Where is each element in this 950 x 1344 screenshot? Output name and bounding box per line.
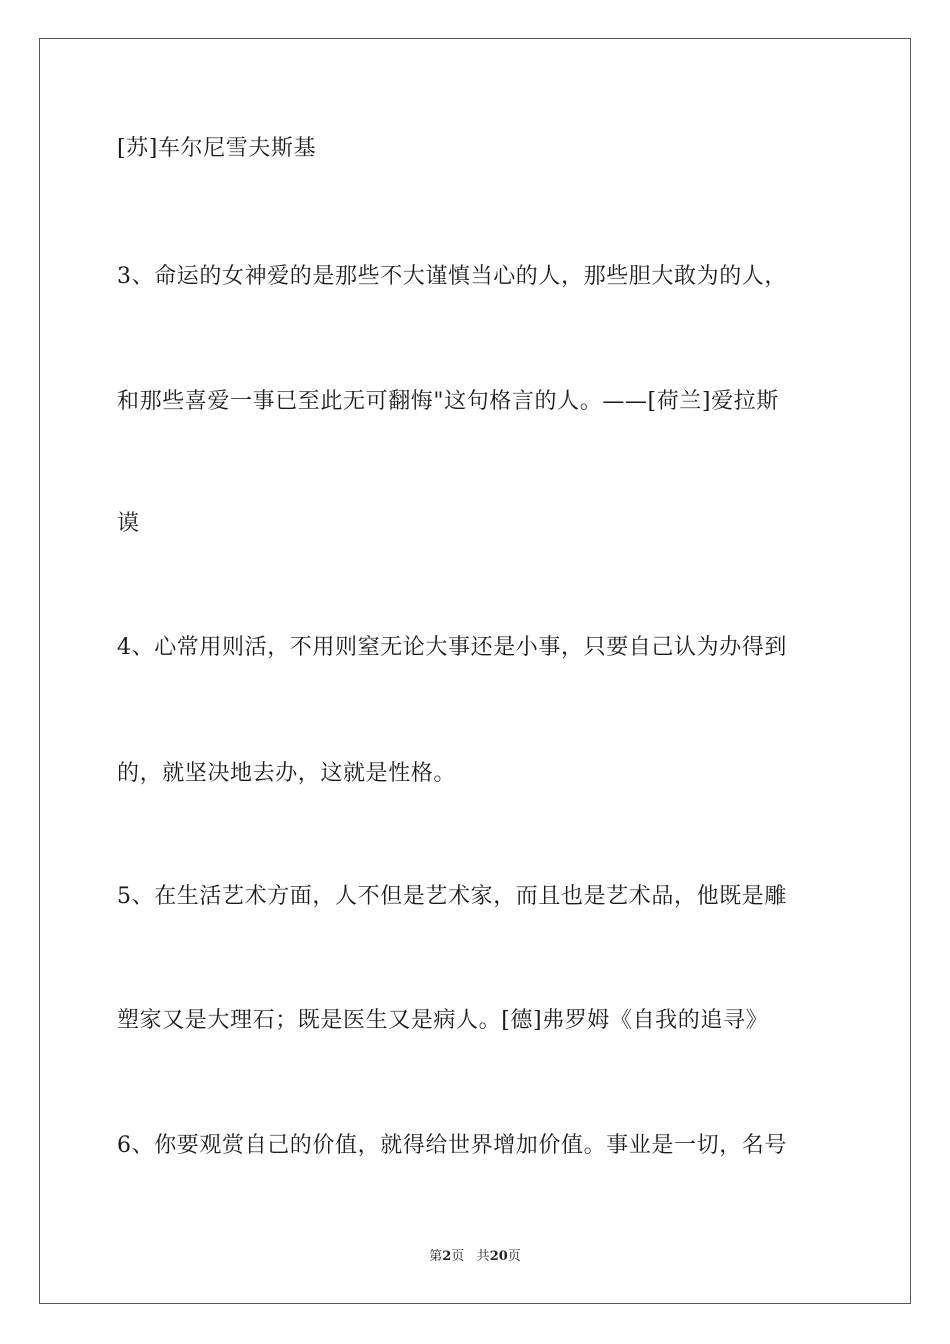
footer-total-prefix: 共	[476, 1249, 490, 1264]
text-line-2: 3、命运的女神爱的是那些不大谨慎当心的人，那些胆大敢为的人，	[117, 264, 787, 289]
text-line-8: 塑家又是大理石；既是医生又是病人。[德]弗罗姆《自我的追寻》	[117, 1008, 769, 1033]
footer-page-number: 2	[442, 1249, 452, 1264]
footer-page-suffix: 页	[451, 1249, 465, 1264]
text-line-5: 4、心常用则活，不用则窒无论大事还是小事，只要自己认为办得到	[117, 635, 787, 660]
text-line-3: 和那些喜爱一事已至此无可翻悔"这句格言的人。——[荷兰]爱拉斯	[117, 389, 779, 414]
text-line-9: 6、你要观赏自己的价值，就得给世界增加价值。事业是一切，名号	[117, 1133, 787, 1158]
page-footer	[0, 1248, 950, 1266]
text-line-4: 谟	[117, 511, 140, 536]
footer-total-suffix: 页	[507, 1249, 521, 1264]
footer-total-pages: 20	[489, 1249, 508, 1264]
page-border	[39, 38, 911, 1304]
footer-page-prefix: 第	[429, 1249, 443, 1264]
text-line-7: 5、在生活艺术方面，人不但是艺术家，而且也是艺术品，他既是雕	[117, 884, 787, 909]
text-line-1: [苏]车尔尼雪夫斯基	[117, 136, 317, 161]
text-line-6: 的，就坚决地去办，这就是性格。	[117, 761, 457, 786]
